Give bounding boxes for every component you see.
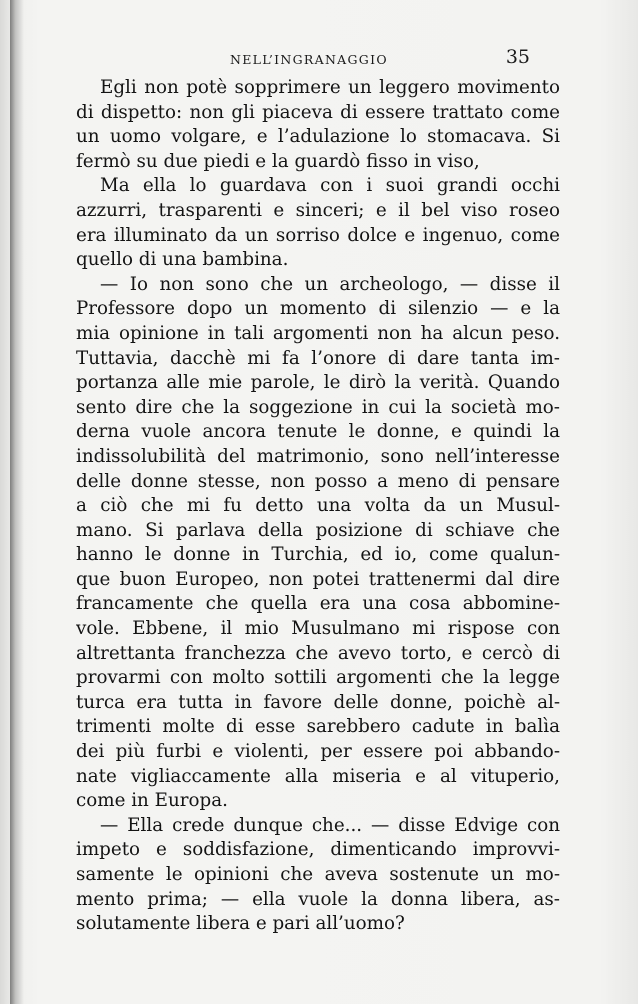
text-line: Ma ella lo guardava con i suoi grandi occhi — [100, 175, 560, 197]
text-line: quello di una bambina. — [76, 249, 289, 271]
text-line: fermò su due piedi e la guardò fisso in viso, — [76, 150, 480, 172]
text-line: indissolubilità del matrimonio, sono nell’interesse — [76, 445, 560, 467]
text-line: solutamente libera e pari all’uomo? — [76, 913, 405, 935]
text-line: altrettanta franchezza che avevo torto, e cercò di — [76, 642, 560, 664]
text-line: un uomo volgare, e l’adulazione lo stomacava. Si — [76, 126, 560, 148]
text-line: Professore dopo un momento di silenzio — e la — [76, 298, 560, 320]
text-line: delle donne stesse, non posso a meno di pensare — [76, 470, 560, 492]
text-line: hanno le donne in Turchia, ed io, come qualun- — [76, 544, 560, 566]
text-line: — Ella crede dunque che... — disse Edvige con — [100, 814, 560, 836]
text-line: nate vigliaccamente alla miseria e al vituperio, — [76, 765, 560, 787]
text-line: trimenti molte di esse sarebbero cadute in balìa — [76, 716, 560, 738]
binding-shadow — [10, 0, 24, 1004]
running-head: NELL’INGRANAGGIO — [230, 52, 388, 67]
text-line: di dispetto: non gli piaceva di essere trattato come — [76, 101, 560, 123]
text-line: mia opinione in tali argomenti non ha alcun peso. — [76, 322, 560, 344]
text-line: impeto e soddisfazione, dimenticando improvvi- — [76, 839, 560, 861]
page-header — [230, 46, 530, 72]
text-line: Egli non potè sopprimere un leggero movimento — [100, 77, 560, 98]
text-line: dei più furbi e violenti, per essere poi abbando- — [76, 741, 560, 763]
text-line: francamente che quella era una cosa abbomine- — [76, 593, 560, 615]
text-line: que buon Europeo, non potei trattenermi dal dire — [76, 568, 560, 590]
text-line: samente le opinioni che aveva sostenute un mo- — [76, 864, 560, 885]
text-line: turca era tutta in favore delle donne, poichè al- — [76, 691, 560, 713]
text-line: mano. Si parlava della posizione di schiave che — [76, 519, 560, 541]
text-line: portanza alle mie parole, le dirò la verità. Quando — [76, 372, 560, 394]
text-line: provarmi con molto sottili argomenti che la legge — [76, 667, 560, 689]
text-line: Tuttavia, dacchè mi fa l’onore di dare tanta im- — [76, 347, 560, 369]
text-line: azzurri, trasparenti e sinceri; e il bel viso roseo — [76, 199, 560, 221]
text-line: a ciò che mi fu detto una volta da un Musul- — [76, 495, 560, 517]
text-line: derna vuole ancora tenute le donne, e quindi la — [76, 421, 560, 443]
page-number: 35 — [505, 46, 530, 68]
text-line: era illuminato da un sorriso dolce e ingenuo, come — [76, 224, 560, 246]
text-line: — Io non sono che un archeologo, — disse il — [100, 273, 560, 295]
body-text — [76, 76, 560, 937]
text-line: sento dire che la soggezione in cui la società mo- — [76, 396, 560, 418]
text-line: mento prima; — ella vuole la donna libera, as- — [76, 888, 560, 910]
text-line: come in Europa. — [76, 790, 228, 812]
text-line: vole. Ebbene, il mio Musulmano mi rispose con — [76, 618, 560, 640]
